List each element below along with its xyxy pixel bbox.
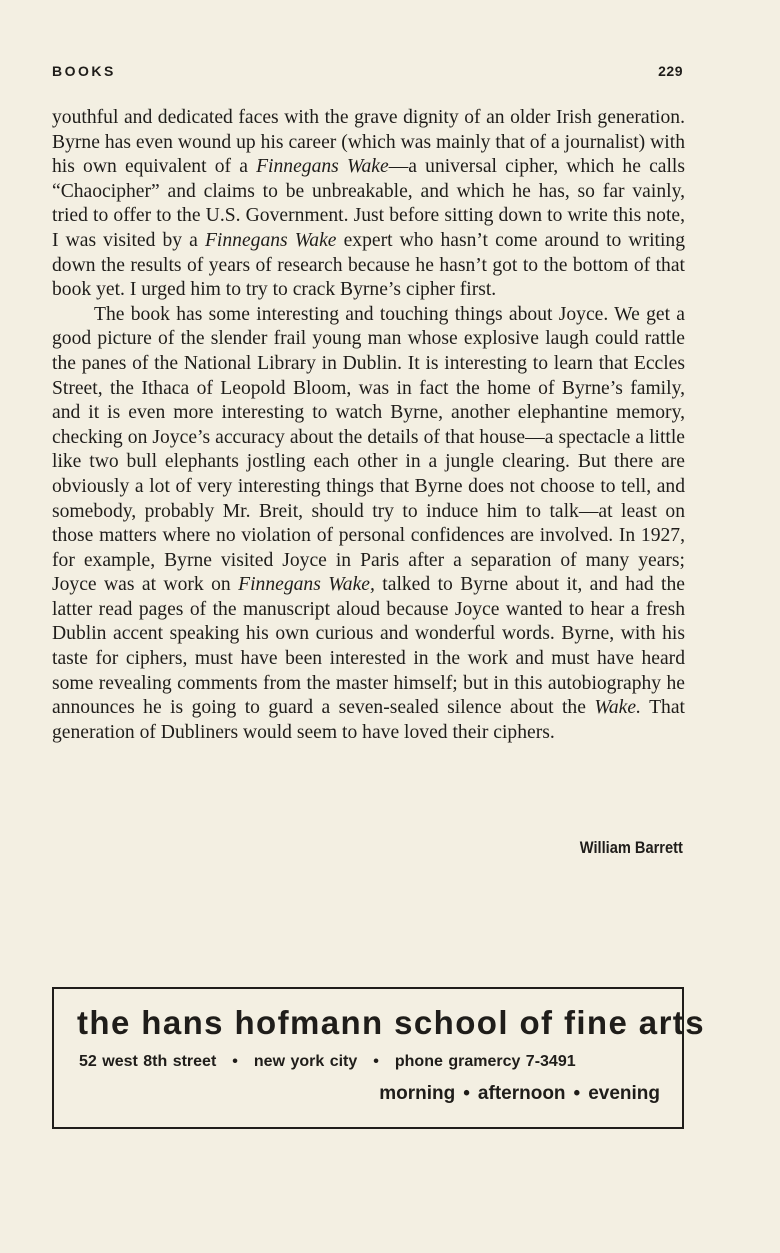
text-run: —a universal cipher, which he calls “Chaocipher” and claims to be unbreakable, and which he has, so far vainly, tried to offer to the U.S. Government. Just before sitting down to write this note, I was visited by a (52, 156, 685, 251)
italic-title: Finnegans Wake, (238, 574, 375, 596)
text-run: youthful and dedicated faces with the grave dignity of an older Irish generation. Byrne has even wound up his career (which was mainly that of a journalist) with his own equivalent of a (52, 107, 685, 178)
ad-hour-afternoon: afternoon (477, 1083, 566, 1104)
bullet-separator: • (232, 1053, 238, 1070)
advertisement-box (52, 987, 705, 1129)
running-header (52, 63, 683, 83)
paragraph-1 (52, 106, 685, 303)
bullet-separator: • (373, 1053, 379, 1070)
ad-hour-evening: evening (588, 1083, 660, 1104)
italic-title: Finnegans Wake (256, 156, 389, 178)
ad-city: new york city (253, 1053, 358, 1070)
text-run: That generation of Dubliners would seem to have loved their ciphers. (52, 697, 685, 743)
bullet-separator: • (463, 1083, 470, 1104)
text-run: The book has some interesting and touching things about Joyce. We get a good picture of the slender frail young man whose explosive laugh could rattle the panes of the National Library in Dublin. It is interesting to learn that Eccles Street, the Ithaca of Leopold Bloom, was in fact the home of Byrne’s family, and it is even more interesting to watch Byrne, another elephantine memory, checking on Joyce’s accuracy about the details of that house—a spectacle a little like two bull elephants jostling each other in a jungle clearing. But there are obviously a lot of very interesting things that Byrne does not choose to tell, and somebody, probably Mr. Breit, should try to induce him to talk—at least on those matters where no violation of personal confidences are involved. In 1927, for example, Byrne visited Joyce in Paris after a separation of many years; Joyce was at work on (52, 303, 685, 596)
ad-address-line (79, 1053, 576, 1071)
ad-title: the hans hofmann school of fine arts (77, 1004, 705, 1041)
text-run: expert who hasn’t come around to writing down the results of years of research because he hasn’t got to the bottom of that book yet. I urged him to try to crack Byrne’s cipher first. (52, 229, 686, 301)
italic-title: Finnegans Wake (204, 229, 337, 251)
ad-hour-morning: morning (379, 1083, 456, 1104)
ad-phone: phone gramercy 7-3491 (394, 1053, 576, 1070)
text-run: talked to Byrne about it, and had the latter read pages of the manuscript aloud because Joyce wanted to hear a fresh Dublin accent speaking his own curious and wonderful words. Byrne, with his taste for ciphers, must have been interested in the work and must have heard some revealing comments from the master himself; but in this autobiography he announces he is going to guard a seven-sealed silence about the (52, 574, 685, 719)
ad-hours-line (379, 1083, 660, 1105)
italic-title: Wake. (594, 697, 641, 719)
section-title: BOOKS (52, 63, 116, 79)
bullet-separator: • (573, 1083, 581, 1104)
author-signature: William Barrett (579, 838, 683, 857)
page-number: 229 (658, 63, 683, 79)
ad-street: 52 west 8th street (79, 1053, 217, 1070)
article-body (52, 106, 685, 745)
paragraph-2 (52, 303, 685, 746)
